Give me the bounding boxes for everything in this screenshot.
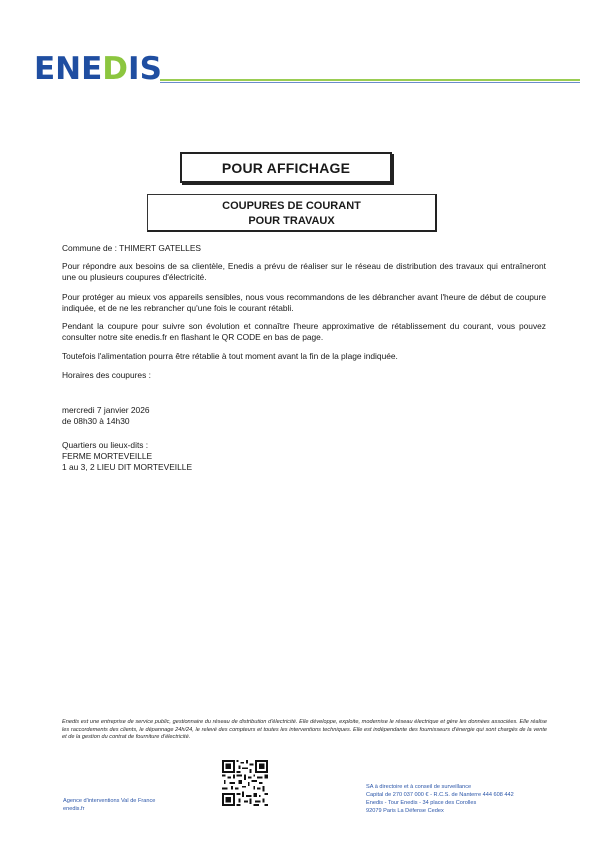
legal-line-3: Enedis - Tour Enedis - 34 place des Corolles bbox=[366, 800, 477, 806]
agence-block bbox=[63, 797, 155, 813]
paragraph-3: Pendant la coupure pour suivre son évolution et connaître l'heure approximative de rétablissement du courant, vous pouvez consulter notre site enedis.fr en flashant le QR CODE en bas de page. bbox=[62, 321, 546, 343]
horaires-label: Horaires des coupures : bbox=[62, 370, 151, 380]
agence-name: Agence d'interventions Val de France bbox=[63, 798, 156, 804]
enedis-logo bbox=[34, 51, 162, 87]
legal-block bbox=[366, 783, 514, 815]
lieu-2: 1 au 3, 2 LIEU DIT MORTEVEILLE bbox=[62, 462, 193, 472]
pour-affichage-title bbox=[180, 152, 392, 183]
lieu-1: FERME MORTEVEILLE bbox=[62, 451, 153, 461]
legal-line-1: SA à directoire et à conseil de surveillance bbox=[366, 784, 472, 790]
affichage-label: POUR AFFICHAGE bbox=[221, 159, 351, 176]
agence-website[interactable]: enedis.fr bbox=[63, 806, 85, 812]
coupure-date: mercredi 7 janvier 2026 bbox=[62, 405, 150, 415]
commune: Commune de : THIMERT GATELLES bbox=[62, 243, 202, 253]
legal-line-4: 92079 Paris La Défense Cedex bbox=[366, 808, 444, 814]
coupure-time: de 08h30 à 14h30 bbox=[62, 416, 130, 426]
header-divider-blue bbox=[160, 82, 580, 83]
paragraph-2: Pour protéger au mieux vos appareils sensibles, nous vous recommandons de les débrancher avant l'heure de début de coupure indiquée, et de ne les rebrancher qu'une fois le courant rétabli. bbox=[62, 292, 546, 314]
coupures-line-2: POUR TRAVAUX bbox=[248, 215, 335, 227]
paragraph-4: Toutefois l'alimentation pourra être rétablie à tout moment avant la fin de la plage indiquée. bbox=[62, 351, 398, 361]
header-divider-green bbox=[160, 79, 580, 81]
logo-text-1: ENE bbox=[34, 51, 103, 87]
coupures-line-1: COUPURES DE COURANT bbox=[222, 200, 361, 212]
footer-about: Enedis est une entreprise de service public, gestionnaire du réseau de distribution d'électricité. Elle développe, exploite, modernise le réseau électrique et gère les données associées. Elle réalise les raccordements des clients, le dépannage 24h/24, le relevé des compteurs et toutes les interventions techniques. Elle est indépendante des fournisseurs d'énergie qui sont chargés de la vente et de la gestion du contrat de fourniture d'électricité. bbox=[62, 719, 547, 741]
quartiers-label: Quartiers ou lieux-dits : bbox=[62, 440, 149, 450]
paragraph-1: Pour répondre aux besoins de sa clientèle, Enedis a prévu de réaliser sur le réseau de distribution des travaux qui entraîneront une ou plusieurs coupures d'électricité. bbox=[62, 261, 546, 283]
logo-text-3: IS bbox=[128, 51, 162, 87]
logo-text-2: D bbox=[102, 51, 129, 87]
legal-line-2: Capital de 270 037 000 € - R.C.S. de Nanterre 444 608 442 bbox=[366, 792, 514, 798]
coupures-title-box bbox=[147, 194, 437, 232]
qr-code-icon[interactable] bbox=[222, 760, 268, 806]
